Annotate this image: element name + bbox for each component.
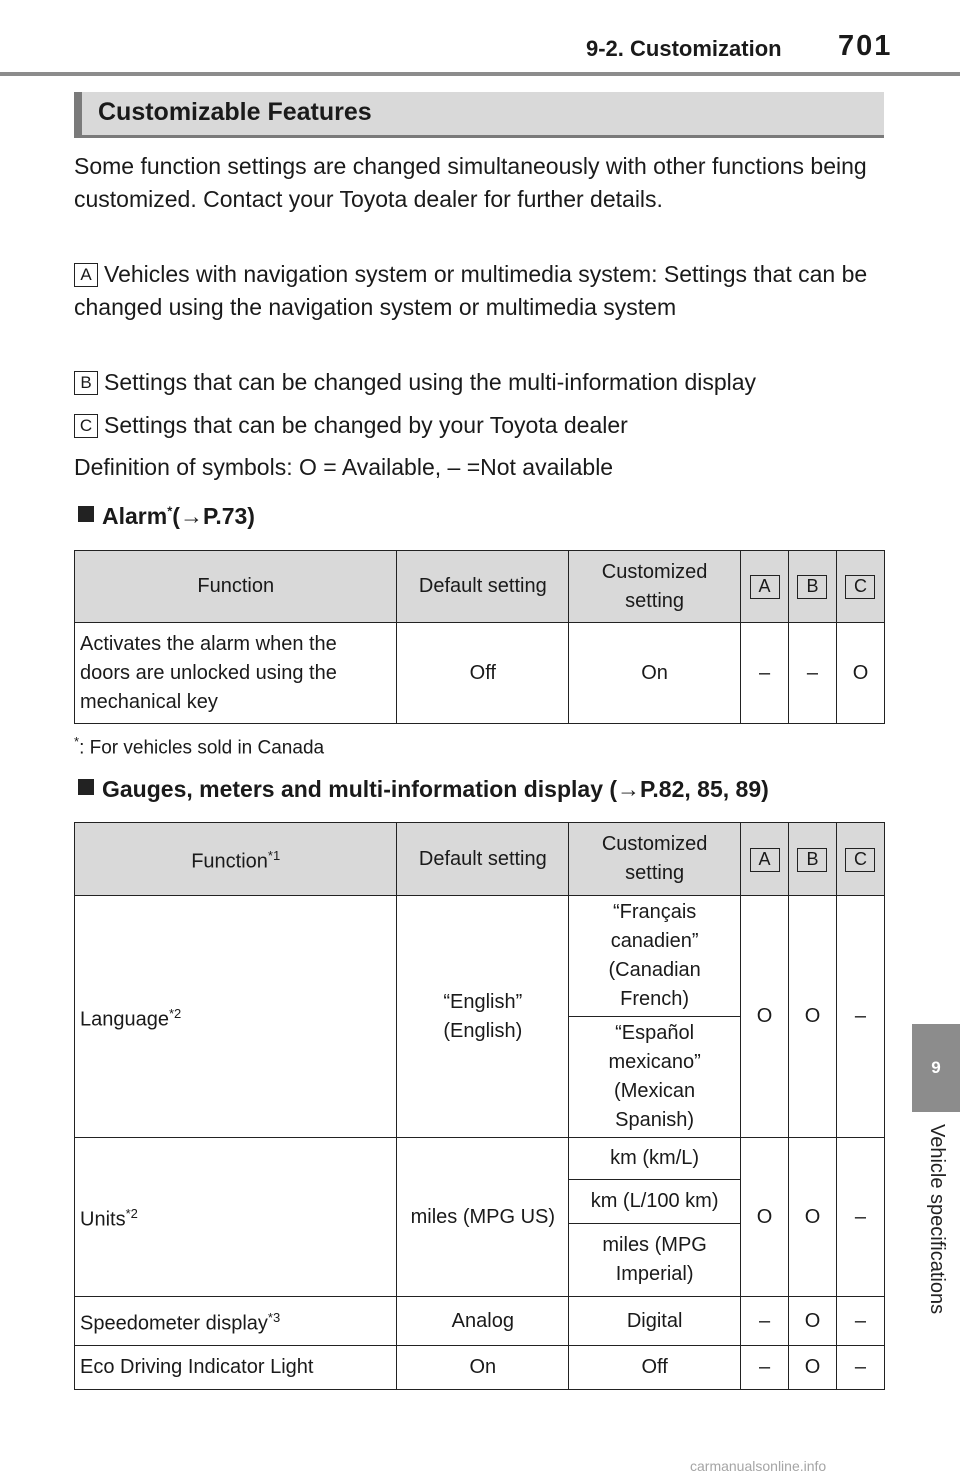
b-cell: – xyxy=(788,623,836,724)
custom-cell: miles (MPG Imperial) xyxy=(569,1224,741,1297)
column-b-label: B xyxy=(797,575,827,599)
alarm-table xyxy=(74,550,885,724)
table-header-row xyxy=(75,551,885,623)
b-cell: O xyxy=(789,1138,837,1297)
table-row xyxy=(75,623,885,724)
symbols-definition: Definition of symbols: O = Available, – =Not available xyxy=(74,454,614,480)
gauges-page-ref: P.82, 85, 89) xyxy=(640,776,769,802)
label-a-box: A xyxy=(74,263,98,287)
b-cell: O xyxy=(789,896,837,1138)
table-row xyxy=(75,1346,885,1390)
column-b-label: B xyxy=(797,848,827,872)
table-row xyxy=(75,1297,885,1346)
custom-cell: Digital xyxy=(569,1297,741,1346)
c-cell: O xyxy=(836,623,884,724)
c-cell: – xyxy=(836,896,884,1138)
header-rule xyxy=(0,72,960,76)
alarm-page-ref: P.73 xyxy=(202,503,248,529)
legend-c xyxy=(74,409,894,442)
header-customized: Customized setting xyxy=(569,551,741,623)
arrow-icon: → xyxy=(179,503,203,529)
legend-c-text: Settings that can be changed by your Toyota dealer xyxy=(104,412,628,438)
header-default: Default setting xyxy=(397,551,569,623)
watermark: carmanualsonline.info xyxy=(690,1458,827,1474)
table-row xyxy=(75,1138,885,1180)
gauges-table xyxy=(74,822,885,1390)
function-cell: Activates the alarm when the doors are unlocked using the mechanical key xyxy=(75,623,397,724)
default-cell: “English” (English) xyxy=(397,896,569,1138)
b-cell: O xyxy=(789,1346,837,1390)
function-cell: Speedometer display$^{*3}$ xyxy=(75,1297,397,1346)
column-a-label: A xyxy=(750,848,780,872)
function-cell: Units$^{*2}$ xyxy=(75,1138,397,1297)
legend-b xyxy=(74,366,894,399)
header-function: Function$^{*1}$ xyxy=(75,823,397,896)
arrow-icon: → xyxy=(617,776,641,802)
function-cell: Eco Driving Indicator Light xyxy=(75,1346,397,1390)
custom-cell: Off xyxy=(569,1346,741,1390)
c-cell: – xyxy=(836,1297,884,1346)
alarm-heading: Alarm*(→P.73) xyxy=(78,503,255,530)
chapter-tab: 9 xyxy=(912,1024,960,1112)
bullet-square-icon xyxy=(78,506,94,522)
a-cell: O xyxy=(741,1138,789,1297)
column-c-label: C xyxy=(845,575,875,599)
a-cell: – xyxy=(741,1346,789,1390)
column-c-label: C xyxy=(845,848,875,872)
custom-cell: On xyxy=(569,623,741,724)
section-header: 9-2. Customization xyxy=(586,36,782,61)
table-header-row xyxy=(75,823,885,896)
function-cell: Language$^{*2}$ xyxy=(75,896,397,1138)
a-cell: O xyxy=(741,896,789,1138)
label-c-box: C xyxy=(74,414,98,438)
section-title-box xyxy=(74,92,884,138)
intro-paragraph: Some function settings are changed simultaneously with other functions being customized. Contact your Toyota dealer for further details. xyxy=(74,153,867,212)
a-cell: – xyxy=(741,1297,789,1346)
legend-a xyxy=(74,258,894,324)
legend-a-text: Vehicles with navigation system or multimedia system: Settings that can be changed using the navigation system or multimedia system xyxy=(74,261,868,320)
c-cell: – xyxy=(836,1346,884,1390)
bullet-square-icon xyxy=(78,779,94,795)
custom-cell: “Español mexicano” (Mexican Spanish) xyxy=(569,1017,741,1138)
header-customized: Customized setting xyxy=(569,823,741,896)
default-cell: Analog xyxy=(397,1297,569,1346)
chapter-label: Vehicle specifications xyxy=(926,1124,948,1315)
table-row xyxy=(75,896,885,1017)
custom-cell: “Français canadien” (Canadian French) xyxy=(569,896,741,1017)
gauges-heading: Gauges, meters and multi-information display (→P.82, 85, 89) xyxy=(78,776,769,803)
custom-cell: km (L/100 km) xyxy=(569,1180,741,1224)
column-a-label: A xyxy=(750,575,780,599)
a-cell: – xyxy=(741,623,789,724)
label-b-box: B xyxy=(74,371,98,395)
section-title: Customizable Features xyxy=(98,98,372,126)
alarm-footnote: *: For vehicles sold in Canada xyxy=(74,734,325,759)
default-cell: Off xyxy=(397,623,569,724)
legend-b-text: Settings that can be changed using the multi-information display xyxy=(104,369,757,395)
custom-cell: km (km/L) xyxy=(569,1138,741,1180)
header-function: Function xyxy=(75,551,397,623)
page-number: 701 xyxy=(838,30,893,62)
default-cell: On xyxy=(397,1346,569,1390)
header-default: Default setting xyxy=(397,823,569,896)
default-cell: miles (MPG US) xyxy=(397,1138,569,1297)
c-cell: – xyxy=(836,1138,884,1297)
b-cell: O xyxy=(789,1297,837,1346)
